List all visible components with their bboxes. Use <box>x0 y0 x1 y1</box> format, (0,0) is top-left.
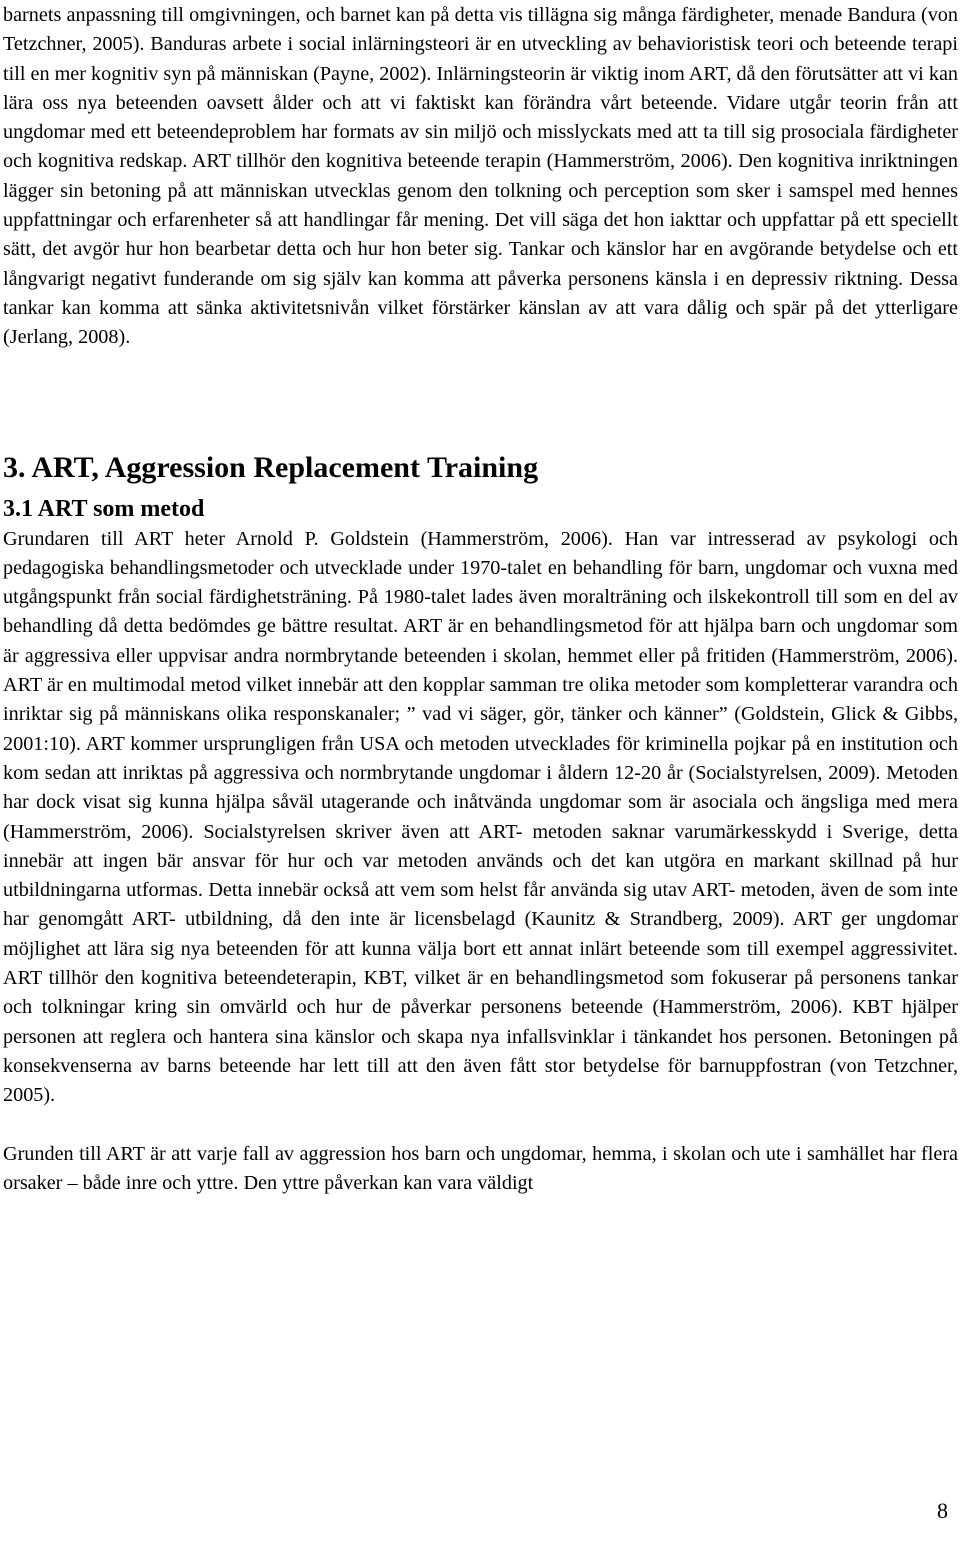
body-paragraph-2: Grundaren till ART heter Arnold P. Goldstein (Hammerström, 2006). Han var intresserad av psykologi och pedagogiska behandlingsmetoder och utvecklade under 1970-talet en behandling för barn, ungdomar och vuxna med utgångspunkt från social färdighetsträning. På 1980-talet lades även moralträning och ilskekontroll till som en del av behandling då detta bedömdes ge bättre resultat. ART är en behandlingsmetod för att hjälpa barn och ungdomar som är aggressiva eller uppvisar andra normbrytande beteenden i skolan, hemmet eller på fritiden (Hammerström, 2006). ART är en multimodal metod vilket innebär att den kopplar samman tre olika metoder som kompletterar varandra och inriktar sig på människans olika responskanaler; ” vad vi säger, gör, tänker och känner” (Goldstein, Glick & Gibbs, 2001:10). ART kommer ursprungligen från USA och metoden utvecklades för kriminella pojkar på en institution och kom sedan att inriktas på aggressiva och normbrytande ungdomar i åldern 12-20 år (Socialstyrelsen, 2009). Metoden har dock visat sig kunna hjälpa såväl utagerande och inåtvända ungdomar som är asociala och ängsliga med mera (Hammerström, 2006). Socialstyrelsen skriver även att ART- metoden saknar varumärkesskydd i Sverige, detta innebär att ingen bär ansvar för hur och var metoden används och det kan utgöra en markant skillnad på hur utbildningarna utformas. Detta innebär också att vem som helst får använda sig utav ART- metoden, även de som inte har genomgått ART- utbildning, då den inte är licensbelagd (Kaunitz & Strandberg, 2009). ART ger ungdomar möjlighet att lära sig nya beteenden för att kunna välja bort ett annat inlärt beteende som till exempel aggressivitet. ART tillhör den kognitiva beteendeterapin, KBT, vilket är en behandlingsmetod som fokuserar på personens tankar och tolkningar kring sin omvärld och hur de påverkar personens beteende (Hammerström, 2006). KBT hjälper personen att reglera och hantera sina känslor och skapa nya infallsvinklar i tänkandet hos personen. Betoningen på konsekvenserna av barns beteende har lett till att den även fått stor betydelse för barnuppfostran (von Tetzchner, 2005). <box>3 527 958 1107</box>
body-paragraph-3: Grunden till ART är att varje fall av aggression hos barn och ungdomar, hemma, i skolan och ute i samhället har flera orsaker – både inre och yttre. Den yttre påverkan kan vara väldigt <box>3 1142 958 1194</box>
document-page <box>3 0 958 1198</box>
page-number: 8 <box>937 1498 948 1523</box>
subsection-heading: 3.1 ART som metod <box>3 495 205 522</box>
section-heading: 3. ART, Aggression Replacement Training <box>3 450 539 484</box>
body-paragraph-1: barnets anpassning till omgivningen, och barnet kan på detta vis tillägna sig många färdigheter, menade Bandura (von Tetzchner, 2005). Banduras arbete i social inlärningsteori är en utveckling av behavioristisk teori och beteende terapi till en mer kognitiv syn på människan (Payne, 2002). Inlärningsteorin är viktig inom ART, då den förutsätter att vi kan lära oss nya beteenden oavsett ålder och att vi faktiskt kan förändra vårt beteende. Vidare utgår teorin från att ungdomar med ett beteendeproblem har formats av sin miljö och misslyckats med att ta till sig prosociala färdigheter och kognitiva redskap. ART tillhör den kognitiva beteende terapin (Hammerström, 2006). Den kognitiva inriktningen lägger sin betoning på att människan utvecklas genom den tolkning och perception som sker i samspel med hennes uppfattningar och erfarenheter så att handlingar får mening. Det vill säga det hon iakttar och uppfattar på ett speciellt sätt, det avgör hur hon bearbetar detta och hur hon beter sig. Tankar och känslor har en avgörande betydelse och ett långvarigt negativt funderande om sig själv kan komma att påverka personens känsla i en depressiv riktning. Dessa tankar kan komma att sänka aktivitetsnivån vilket förstärker känslan av att vara dålig och spär på det ytterligare (Jerlang, 2008). <box>3 4 958 349</box>
